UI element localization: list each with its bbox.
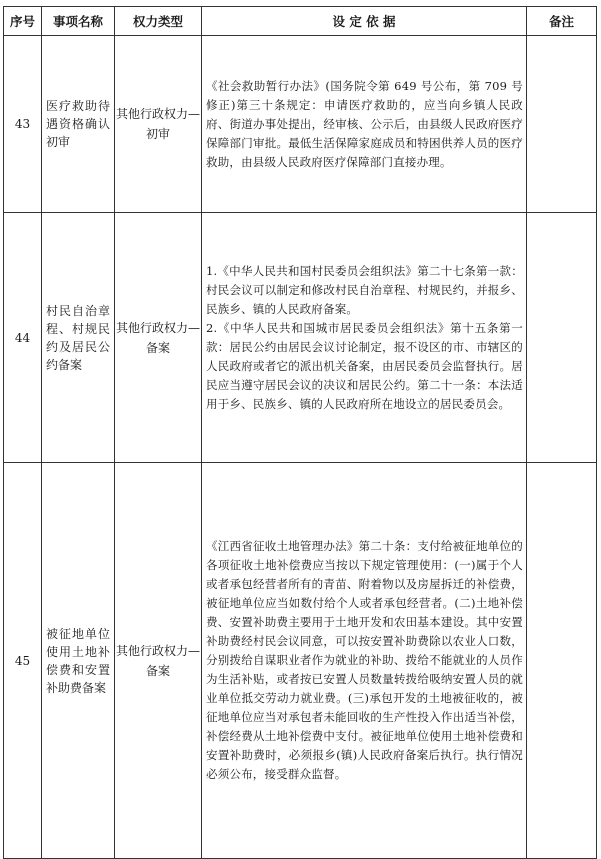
table-row	[4, 36, 597, 213]
row-number: 43	[4, 36, 42, 213]
header-no: 序号	[4, 7, 42, 36]
table-header-row	[4, 7, 597, 36]
item-name: 被征地单位使用土地补偿费和安置补助费备案	[42, 463, 115, 859]
note-cell	[527, 463, 597, 859]
legal-basis	[202, 213, 527, 463]
header-note: 备注	[527, 7, 597, 36]
header-name: 事项名称	[42, 7, 115, 36]
row-number: 44	[4, 213, 42, 463]
power-type-text: 其他行政权力—备案	[115, 643, 200, 678]
header-basis: 设 定 依 据	[202, 7, 527, 36]
basis-paragraph: 1.《中华人民共和国村民委员会组织法》第二十七条第一款：村民会议可以制定和修改村民自治章程、村规民约，并报乡、民族乡、镇的人民政府备案。	[206, 263, 523, 316]
legal-basis	[202, 463, 527, 859]
legal-basis	[202, 36, 527, 213]
basis-paragraph: 《江西省征收土地管理办法》第二十条：支付给被征地单位的各项征收土地补偿费应当按以下规定管理使用：(一)属于个人或者承包经营者所有的青苗、附着物以及房屋拆迁的补偿费，被征地单位应当如数付给个人或者承包经营者。(二)土地补偿费、安置补助费主要用于土地开发和农田基本建设。其中安置补助费经村民会议同意，可以按安置补助费除以农业人口数，分别拨给自谋职业者作为就业的补助、拨给不能就业的人员作为生活补贴，或者按已安置人员数量转拨给吸纳安置人员的就业单位抵交劳动力就业费。(三)承包开发的土地被征收的，被征地单位应当对承包者未能回收的生产性投入作出适当补偿，补偿经费从土地补偿费中支付。被征地单位使用土地补偿费和安置补助费时，必须报乡(镇)人民政府备案后执行。执行情况必须公布，接受群众监督。	[206, 539, 523, 781]
item-name: 医疗救助待遇资格确认初审	[42, 36, 115, 213]
power-list-table	[3, 6, 597, 859]
power-type-text: 其他行政权力—备案	[115, 320, 200, 355]
table-row	[4, 463, 597, 859]
row-number: 45	[4, 463, 42, 859]
power-type	[115, 36, 202, 213]
power-type	[115, 463, 202, 859]
basis-paragraph: 《社会救助暂行办法》(国务院令第 649 号公布，第 709 号修正)第三十条规定：申请医疗救助的，应当向乡镇人民政府、街道办事处提出，经审核、公示后，由县级人民政府医疗保障部门审批。最低生活保障家庭成员和特困供养人员的医疗救助，由县级人民政府医疗保障部门直接办理。	[206, 78, 523, 169]
note-cell	[527, 213, 597, 463]
item-name: 村民自治章程、村规民约及居民公约备案	[42, 213, 115, 463]
note-cell	[527, 36, 597, 213]
table-row	[4, 213, 597, 463]
basis-paragraph: 2.《中华人民共和国城市居民委员会组织法》第十五条第一款：居民公约由居民会议讨论制定，报不设区的市、市辖区的人民政府或者它的派出机关备案，由居民委员会监督执行。居民应当遵守居民会议的决议和居民公约。第二十一条：本法适用于乡、民族乡、镇的人民政府所在地设立的居民委员会。	[206, 320, 523, 411]
power-type	[115, 213, 202, 463]
header-type: 权力类型	[115, 7, 202, 36]
power-type-text: 其他行政权力—初审	[115, 107, 200, 141]
